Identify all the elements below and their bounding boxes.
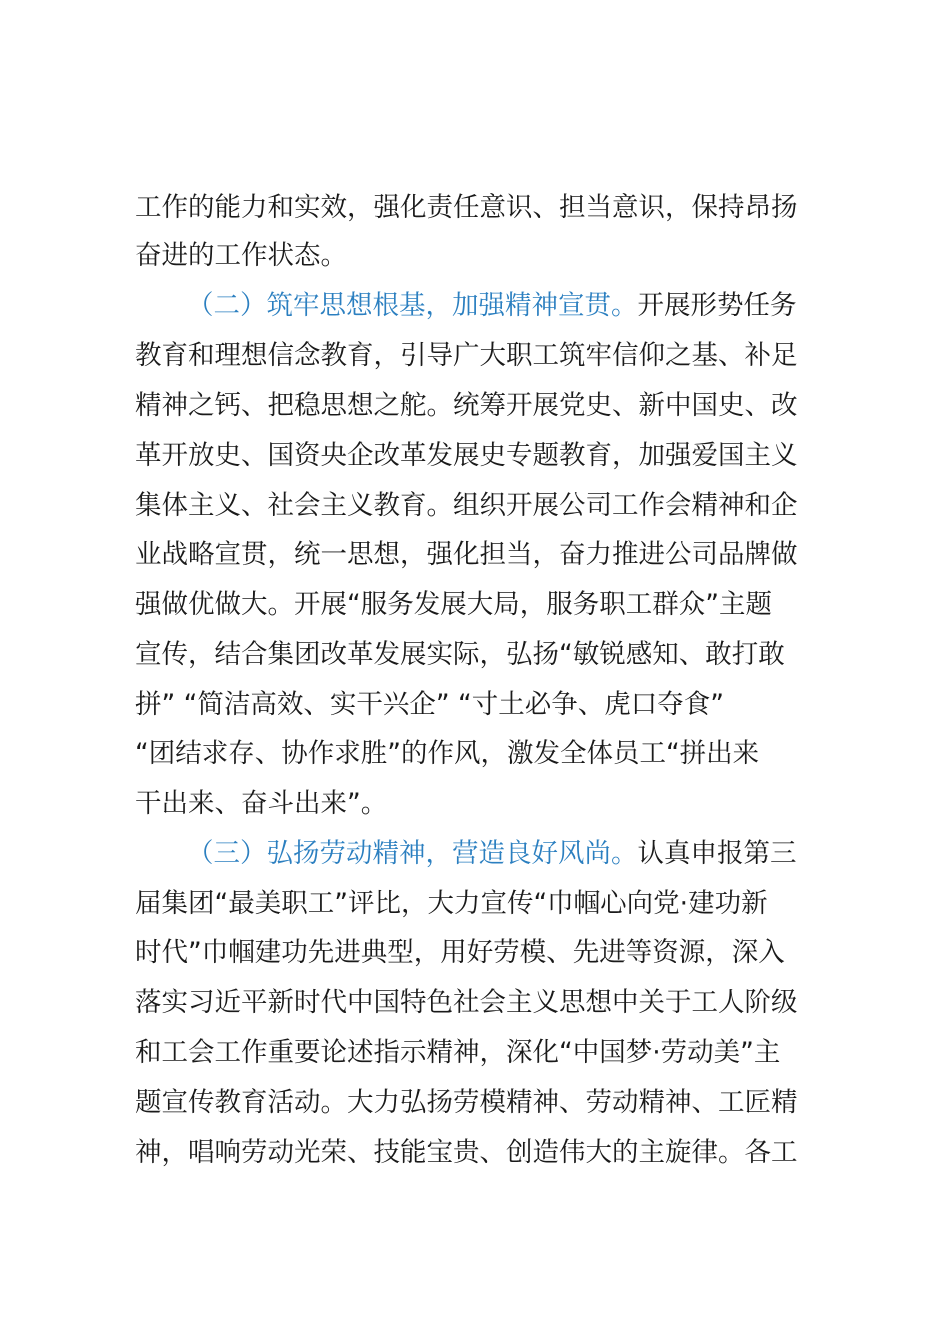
- paragraph-line: 集体主义、社会主义教育。组织开展公司工作会精神和企: [135, 490, 798, 521]
- paragraph-line: 教育和理想信念教育，引导广大职工筑牢信仰之基、补足: [135, 340, 798, 371]
- paragraph-line: 干出来、奋斗出来”。: [135, 788, 388, 819]
- paragraph-line: 神，唱响劳动光荣、技能宝贵、创造伟大的主旋律。各工: [135, 1137, 798, 1168]
- paragraph-line: 业战略宣贯，统一思想，强化担当，奋力推进公司品牌做: [135, 539, 798, 570]
- paragraph-line: 奋进的工作状态。: [135, 240, 347, 271]
- paragraph-line: 宣传，结合集团改革发展实际，弘扬“敏锐感知、敢打敢: [135, 639, 785, 670]
- paragraph-line: 届集团“最美职工”评比，大力宣传“巾帼心向党·建功新: [135, 888, 768, 919]
- paragraph-line: 精神之钙、把稳思想之舵。统筹开展党史、新中国史、改: [135, 390, 798, 421]
- paragraph-text: 认真申报第三: [637, 838, 797, 869]
- paragraph-line: 时代”巾帼建功先进典型，用好劳模、先进等资源，深入: [135, 937, 785, 968]
- paragraph-line: 和工会工作重要论述指示精神，深化“中国梦·劳动美”主: [135, 1037, 781, 1068]
- section-heading: （二）筑牢思想根基，加强精神宣贯。: [187, 290, 638, 321]
- paragraph-line: 拼” “简洁高效、实干兴企” “寸土必争、虎口夺食”: [135, 689, 724, 720]
- paragraph-line: 落实习近平新时代中国特色社会主义思想中关于工人阶级: [135, 987, 798, 1018]
- section-heading-line: [187, 832, 797, 876]
- paragraph-line: 题宣传教育活动。大力弘扬劳模精神、劳动精神、工匠精: [135, 1087, 798, 1118]
- section-heading-line: [187, 284, 797, 328]
- section-heading: （三）弘扬劳动精神，营造良好风尚。: [187, 838, 638, 869]
- paragraph-line: “团结求存、协作求胜”的作风，激发全体员工“拼出来: [135, 738, 760, 769]
- paragraph-text: 开展形势任务: [637, 290, 797, 321]
- paragraph-line: 强做优做大。开展“服务发展大局，服务职工群众”主题: [135, 589, 772, 620]
- paragraph-line: 工作的能力和实效，强化责任意识、担当意识，保持昂扬: [135, 192, 798, 223]
- paragraph-line: 革开放史、国资央企改革发展史专题教育，加强爱国主义: [135, 440, 798, 471]
